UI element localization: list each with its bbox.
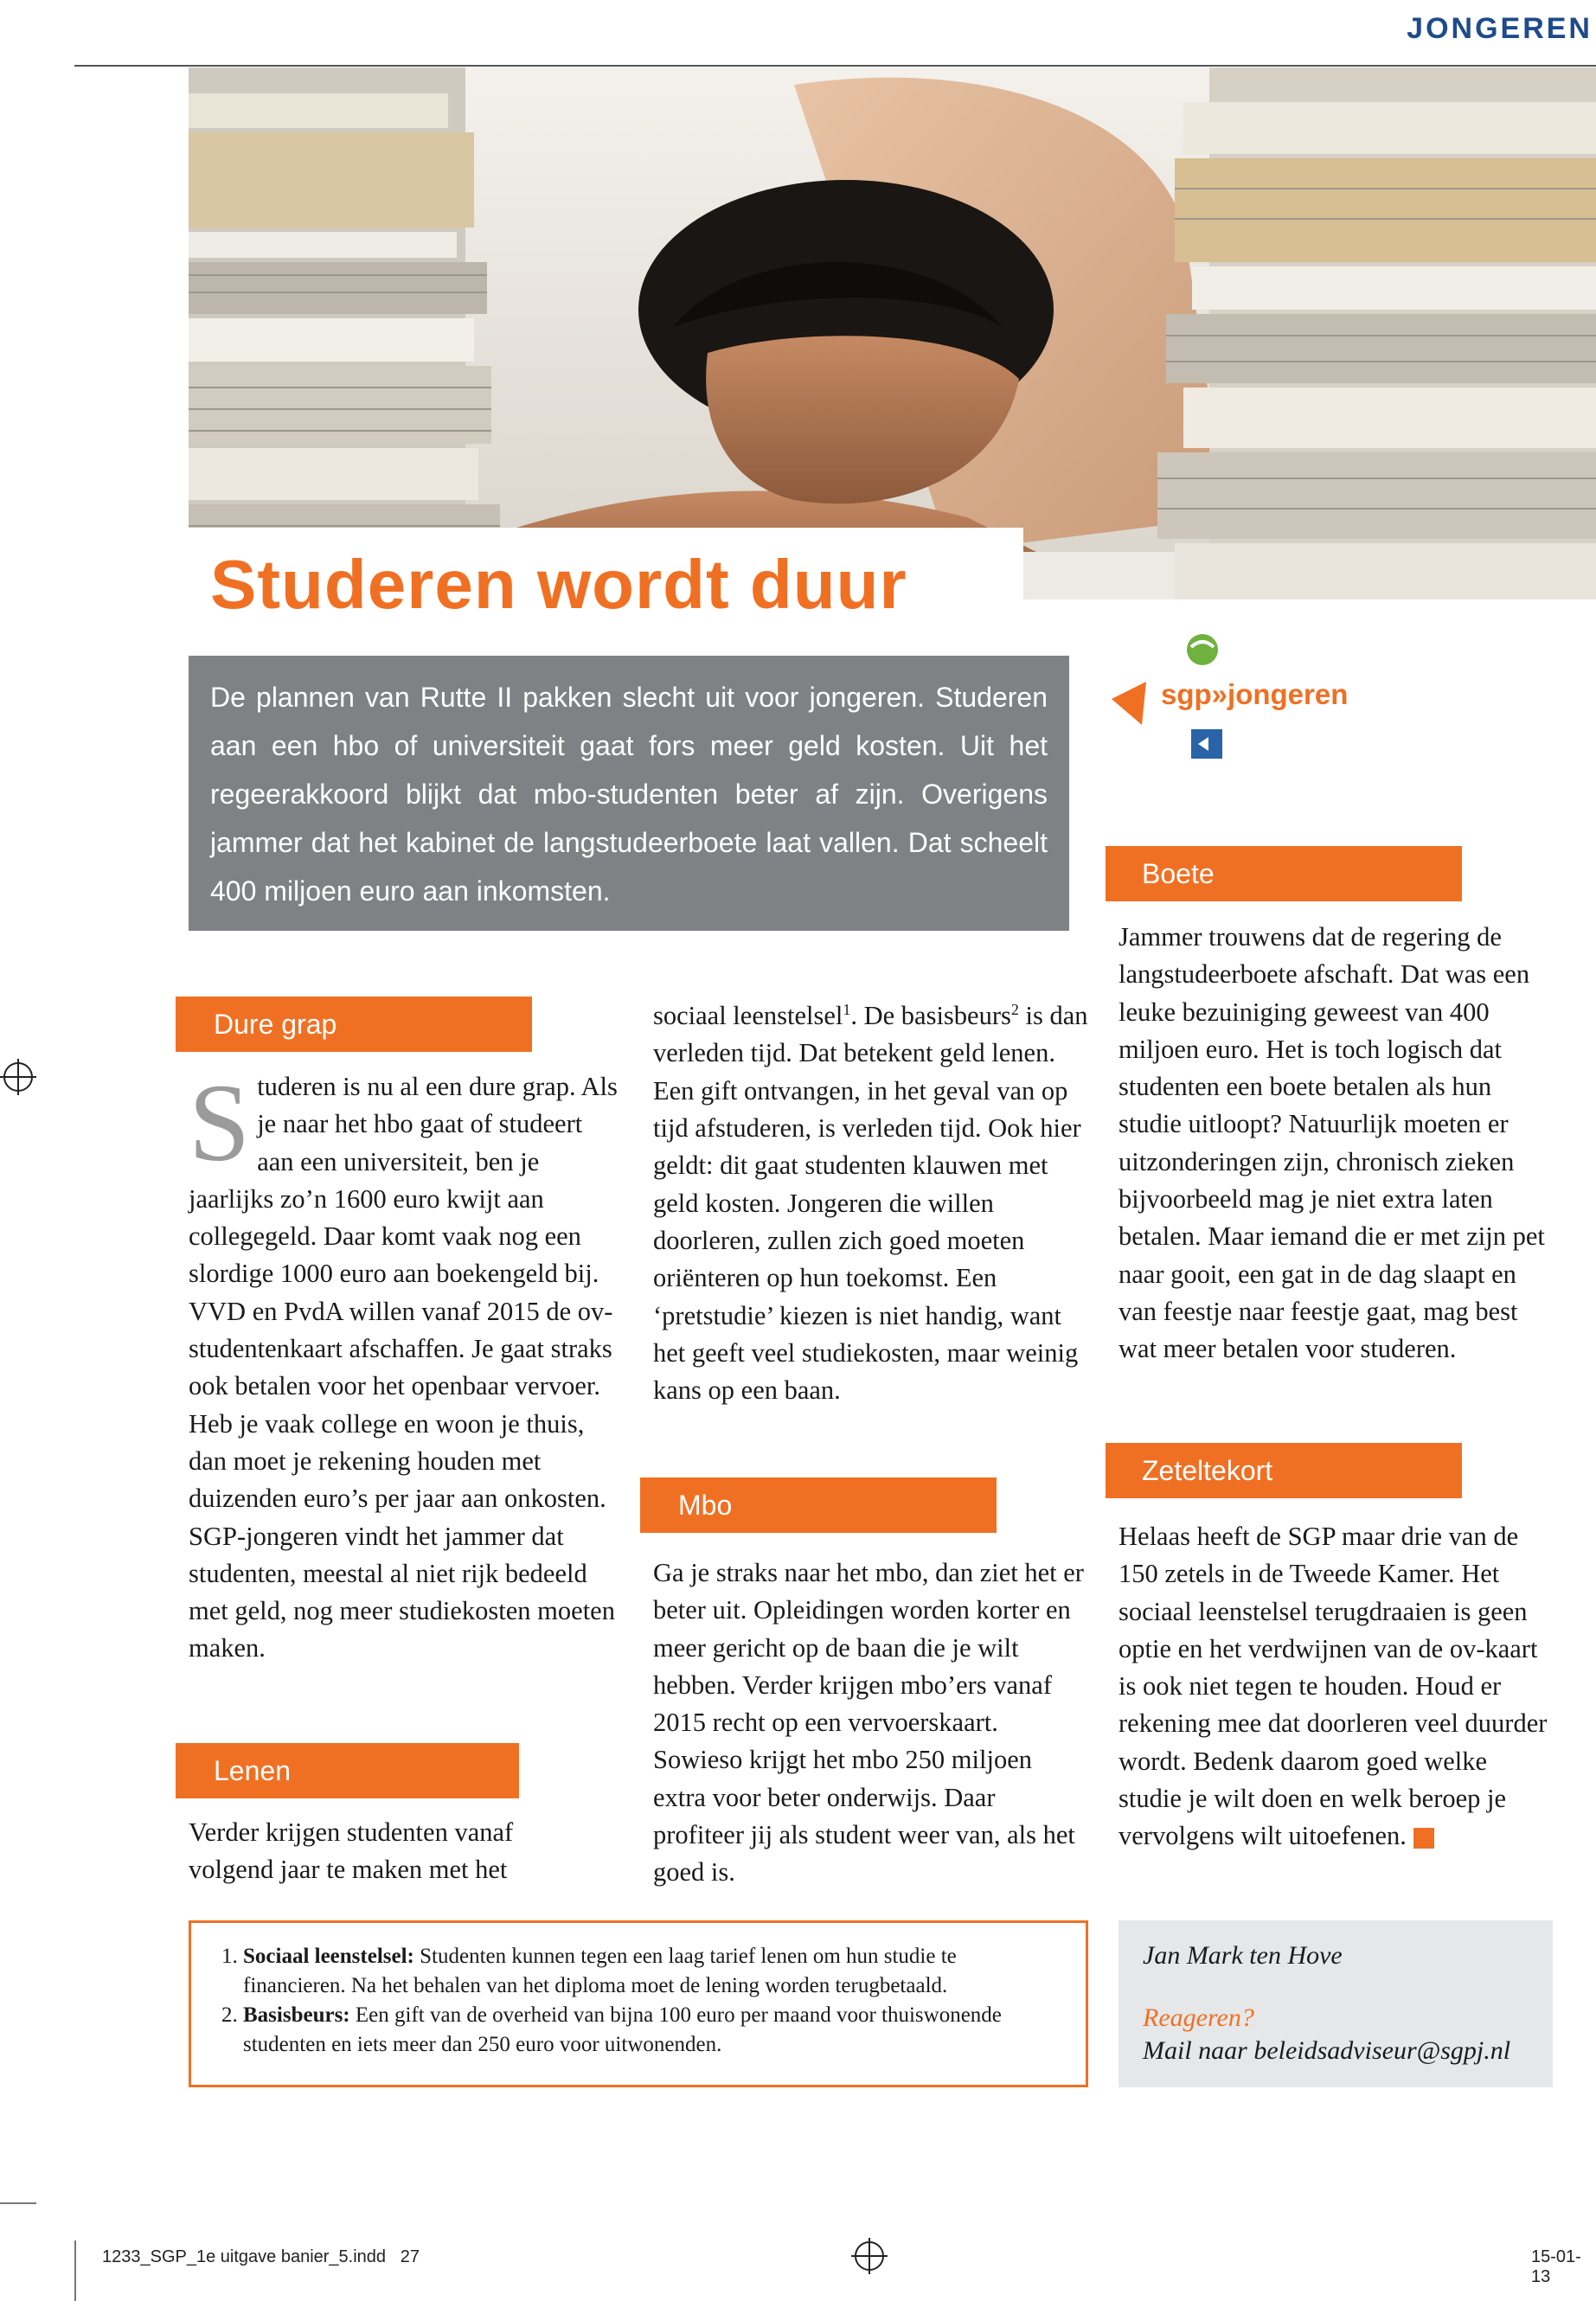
- registration-mark-left: [3, 1062, 33, 1092]
- heading-dure-grap: Dure grap: [176, 997, 532, 1052]
- text-basisbeurs: . De basisbeurs: [850, 1001, 1011, 1031]
- text-zeteltekort: Helaas heeft de SGP maar drie van de 150 zetels in de Tweede Kamer. Het sociaal leenstelsel terugdraaien is geen optie en het verdwijnen van de ov-kaart is ook niet tegen te houden. Houd er rekening mee dat doorleren veel duurder wordt. Bedenk daarom goed welke studie je wilt doen en welk beroep je vervolgens wilt uitoefenen.: [1118, 1522, 1548, 1851]
- footnote-ref-2: 2: [1010, 1001, 1019, 1018]
- heading-lenen: Lenen: [176, 1743, 519, 1798]
- author-box: [1118, 1920, 1553, 2087]
- paragraph-zeteltekort: [1118, 1518, 1551, 1856]
- footnote-1-term: Sociaal leenstelsel:: [243, 1945, 414, 1968]
- print-slug-date: 15-01-13: [1531, 2247, 1581, 2286]
- end-mark: [1413, 1828, 1434, 1849]
- column-2-text: [653, 991, 1090, 1409]
- column-1-text: [189, 1061, 619, 1668]
- text-mbo: Ga je straks naar het mbo, dan ziet het er beter uit. Opleidingen worden korter en meer gericht op de baan die je wilt hebben. Verder krijgen mbo’ers vanaf 2015 recht op een vervoerskaart. Sowieso krijgt het mbo 250 miljoen extra voor beter onderwijs. Daar profiteer jij als student weer van, als het goed is.: [653, 1558, 1084, 1888]
- heading-boete: Boete: [1106, 846, 1462, 901]
- article-intro: De plannen van Rutte II pakken slecht uit voor jongeren. Studeren aan een hbo of universiteit gaat fors meer geld kosten. Uit het regeerakkoord blijkt dat mbo-studenten beter af zijn. Overigens jammer dat het kabinet de langstudeerboete laat vallen. Dat scheelt 400 miljoen euro aan inkomsten.: [189, 656, 1069, 931]
- print-slug-file: [102, 2247, 420, 2267]
- footnote-2-term: Basisbeurs:: [243, 2003, 350, 2027]
- react-mail[interactable]: Mail naar beleidsadviseur@sgpj.nl: [1143, 2036, 1511, 2065]
- react-label: Reageren?: [1143, 2003, 1254, 2032]
- footnote-2-text: Een gift van de overheid van bijna 100 euro per maand voor thuiswonende studenten en iets meer dan 250 euro voor uitwonenden.: [243, 2003, 1002, 2056]
- footnotes-box: [189, 1920, 1088, 2087]
- footnote-1-text: Studenten kunnen tegen een laag tarief lenen om hun studie te financieren. Na het behalen van het diploma moet de lening worden terugbetaald.: [243, 1945, 957, 1997]
- logo-text: sgp»jongeren: [1161, 678, 1349, 710]
- footnote-1: [243, 1942, 1060, 2001]
- slug-rule-left: [0, 2202, 36, 2204]
- hero-photo: [189, 67, 1596, 599]
- paragraph-lenen-cont: [653, 991, 1090, 1409]
- footnote-ref-1: 1: [843, 1001, 851, 1018]
- header-rule: [74, 65, 1596, 67]
- column-3-zeteltekort: [1118, 1518, 1551, 1856]
- dropcap: S: [189, 1061, 251, 1184]
- sgp-jongeren-logo: [1112, 630, 1362, 768]
- article-title: Studeren wordt duur: [210, 546, 907, 623]
- text-lenen-start: Verder krijgen studenten vanaf volgend jaar te maken met het: [189, 1817, 514, 1885]
- section-label: JONGEREN: [1407, 12, 1593, 45]
- paper-stack-left: [189, 67, 500, 599]
- hero-photo-illustration: [189, 67, 1596, 599]
- text-boete: Jammer trouwens dat de regering de langstudeerboete afschaft. Dat was een leuke bezuiniging geweest van 400 miljoen euro. Het is toch logisch dat studenten een boete betalen als hun studie uitloopt? Natuurlijk moeten er uitzonderingen zijn, chronisch zieken bijvoorbeeld mag je niet extra laten betalen. Maar iemand die er met zijn pet naar gooit, een gat in de dag slaapt en van feestje naar feestje gaat, mag best wat meer betalen voor studeren.: [1118, 922, 1545, 1364]
- paper-stack-right: [1157, 67, 1596, 599]
- footnotes-list: [217, 1942, 1060, 2060]
- heading-mbo: Mbo: [640, 1477, 997, 1533]
- text-lenen-rest: is dan verleden tijd. Dat betekent geld lenen. Een gift ontvangen, in het geval van op tijd afstuderen, is verleden tijd. Ook hier geldt: dit gaat studenten klauwen met geld kosten. Jongeren die willen doorleren, zullen zich goed moeten oriënteren op hun toekomst. Een ‘pretstudie’ kiezen is niet handig, want het geeft veel studiekosten, maar weinig kans op een baan.: [653, 1001, 1088, 1406]
- author-name: Jan Mark ten Hove: [1143, 1941, 1343, 1970]
- text-sociaal-leenstelsel: sociaal leenstelsel: [653, 1001, 843, 1031]
- text-dure-grap: tuderen is nu al een dure grap. Als je naar het hbo gaat of studeert aan een universiteit, ben je jaarlijks zo’n 1600 euro kwijt aan collegegeld. Daar komt vaak nog een slordige 1000 euro aan boekengeld bij. VVD en PvdA willen vanaf 2015 de ov-studentenkaart afschaffen. Je gaat straks ook betalen voor het openbaar vervoer. Heb je vaak college en woon je thuis, dan moet je rekening houden met duizenden euro’s per jaar aan onkosten. SGP-jongeren vindt het jammer dat studenten, meestal al niet rijk bedeeld met geld, nog meer studiekosten moeten maken.: [189, 1072, 618, 1663]
- footnote-2: [243, 2001, 1060, 2060]
- heading-zeteltekort: Zeteltekort: [1106, 1443, 1462, 1498]
- paragraph-dure-grap: [189, 1061, 619, 1668]
- registration-mark-bottom: [855, 2241, 884, 2271]
- slug-page: 27: [400, 2247, 420, 2266]
- slug-rule-vertical: [74, 2240, 76, 2301]
- slug-file: 1233_SGP_1e uitgave banier_5.indd: [102, 2247, 387, 2266]
